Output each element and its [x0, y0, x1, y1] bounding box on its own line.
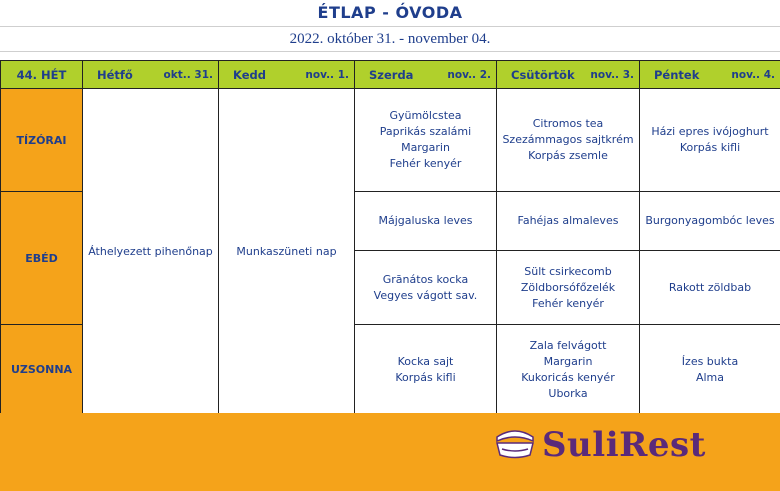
thursday-ebed-main [497, 251, 640, 325]
brand-logo [494, 425, 706, 465]
wednesday-ebed-main [355, 251, 497, 325]
week-label: 44. HÉT [1, 61, 83, 89]
thursday-uzsonna [497, 325, 640, 415]
wednesday-uzsonna [355, 325, 497, 415]
thursday-tizorai [497, 89, 640, 192]
menu-item: Zöldborsófőzelék [520, 280, 616, 294]
tizorai-row [1, 89, 780, 192]
menu-item: Korpás zsemle [528, 149, 608, 162]
monday-note: Áthelyezett pihenőnap [83, 89, 219, 415]
day-header-tuesday [219, 61, 355, 89]
menu-item: Sült csirkecomb [524, 264, 612, 278]
thursday-ebed-soup [497, 192, 640, 251]
dish-icon [494, 425, 536, 465]
menu-item: Kocka sajt [397, 354, 454, 368]
wednesday-ebed-soup [355, 192, 497, 251]
menu-table [0, 60, 780, 415]
menu-item: Alma [695, 370, 725, 384]
day-date: nov.. 4. [731, 68, 775, 81]
tuesday-note: Munkaszüneti nap [219, 89, 355, 415]
menu-item: Kukoricás kenyér [521, 370, 615, 384]
menu-item: Ízes bukta [681, 354, 739, 368]
menu-item: Szezámmagos sajtkrém [502, 133, 634, 146]
menu-item: Margarin [401, 141, 450, 154]
day-date: nov.. 2. [447, 68, 491, 81]
friday-ebed-main [640, 251, 780, 325]
menu-item: Vegyes vágott sav. [373, 288, 478, 302]
header-row [1, 61, 780, 89]
day-header-thursday [497, 61, 640, 89]
day-header-monday [83, 61, 219, 89]
meal-label-tizorai: TÍZÓRAI [1, 89, 83, 192]
wednesday-tizorai [355, 89, 497, 192]
day-date: okt.. 31. [163, 68, 213, 81]
day-date: nov.. 1. [305, 68, 349, 81]
menu-item: Rakott zöldbab [668, 280, 752, 294]
page-title: ÉTLAP - ÓVODA [0, 0, 780, 27]
menu-item: Zala felvágott [529, 338, 607, 352]
day-name: Csütörtök [511, 67, 575, 82]
day-header-wednesday [355, 61, 497, 89]
menu-item: Korpás kifli [679, 141, 741, 154]
day-header-friday [640, 61, 780, 89]
menu-item: Uborka [548, 386, 588, 400]
brand-name: SuliRest [542, 425, 706, 465]
menu-item: Citromos tea [532, 117, 604, 130]
date-range: 2022. október 31. - november 04. [0, 27, 780, 52]
day-name: Hétfő [97, 67, 133, 82]
menu-item: Fehér kenyér [389, 157, 462, 170]
menu-item: Fahéjas almaleves [517, 214, 619, 227]
menu-item: Fehér kenyér [532, 296, 604, 310]
meal-label-ebed: EBÉD [1, 192, 83, 325]
menu-item: Korpás kifli [395, 370, 456, 384]
friday-tizorai [640, 89, 780, 192]
menu-item: Paprikás szalámi [379, 125, 472, 138]
menu-item: Burgonyagombóc leves [645, 214, 775, 227]
friday-uzsonna [640, 325, 780, 415]
day-name: Szerda [369, 67, 414, 82]
menu-item: Házi epres ivójoghurt [651, 125, 769, 138]
meal-label-uzsonna: UZSONNA [1, 325, 83, 415]
menu-item: Grānátos kocka [382, 272, 469, 286]
day-name: Kedd [233, 67, 266, 82]
menu-item: Májgaluska leves [378, 214, 473, 227]
day-date: nov.. 3. [590, 68, 634, 81]
day-name: Péntek [654, 67, 700, 82]
menu-item: Gyümölcstea [389, 109, 462, 122]
friday-ebed-soup [640, 192, 780, 251]
menu-item: Margarin [543, 354, 593, 368]
